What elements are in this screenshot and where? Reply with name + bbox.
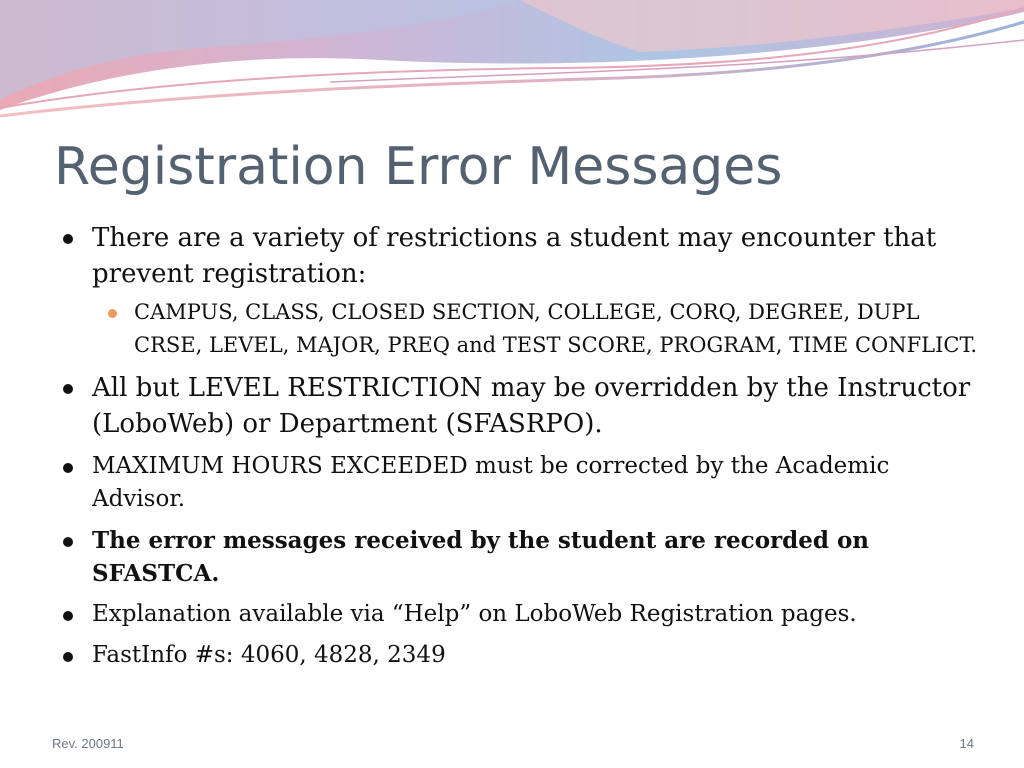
bullet-icon [63, 463, 73, 473]
slide-title: Registration Error Messages [54, 137, 783, 197]
bullet-text: There are a variety of restrictions a student may encounter that prevent registration: [92, 223, 937, 289]
bullet-text: Explanation available via “Help” on LoboWeb Registration pages. [92, 601, 857, 627]
bullet-text: FastInfo #s: 4060, 4828, 2349 [92, 642, 446, 668]
bullet-item-max-hours [62, 450, 982, 516]
sub-bullet-list [92, 296, 982, 362]
page-number: 14 [959, 736, 974, 751]
sub-bullet-icon [108, 309, 117, 318]
slide-content [62, 220, 982, 680]
bullet-item-fastinfo [62, 639, 982, 672]
bullet-item-override [62, 370, 982, 442]
bullet-icon [63, 611, 73, 621]
bullet-icon [63, 384, 73, 394]
bullet-text: MAXIMUM HOURS EXCEEDED must be corrected by the Academic Advisor. [92, 453, 890, 512]
sub-bullet-item-restriction-codes [92, 296, 982, 362]
bullet-list [62, 220, 982, 672]
bullet-text: The error messages received by the student are recorded on SFASTCA. [92, 527, 870, 587]
bullet-item-help [62, 598, 982, 631]
bullet-icon [63, 537, 73, 547]
decorative-banner [0, 0, 1024, 120]
bullet-item-sfastca [62, 524, 982, 590]
bullet-icon [63, 234, 73, 244]
bullet-icon [63, 652, 73, 662]
bullet-item-restrictions [62, 220, 982, 362]
revision-footer: Rev. 200911 [52, 736, 124, 751]
sub-bullet-text: CAMPUS, CLASS, CLOSED SECTION, COLLEGE, CORQ, DEGREE, DUPL CRSE, LEVEL, MAJOR, PREQ and TEST SCORE, PROGRAM, TIME CONFLICT. [134, 300, 978, 357]
bullet-text: All but LEVEL RESTRICTION may be overridden by the Instructor (LoboWeb) or Department (SFASRPO). [92, 373, 971, 439]
